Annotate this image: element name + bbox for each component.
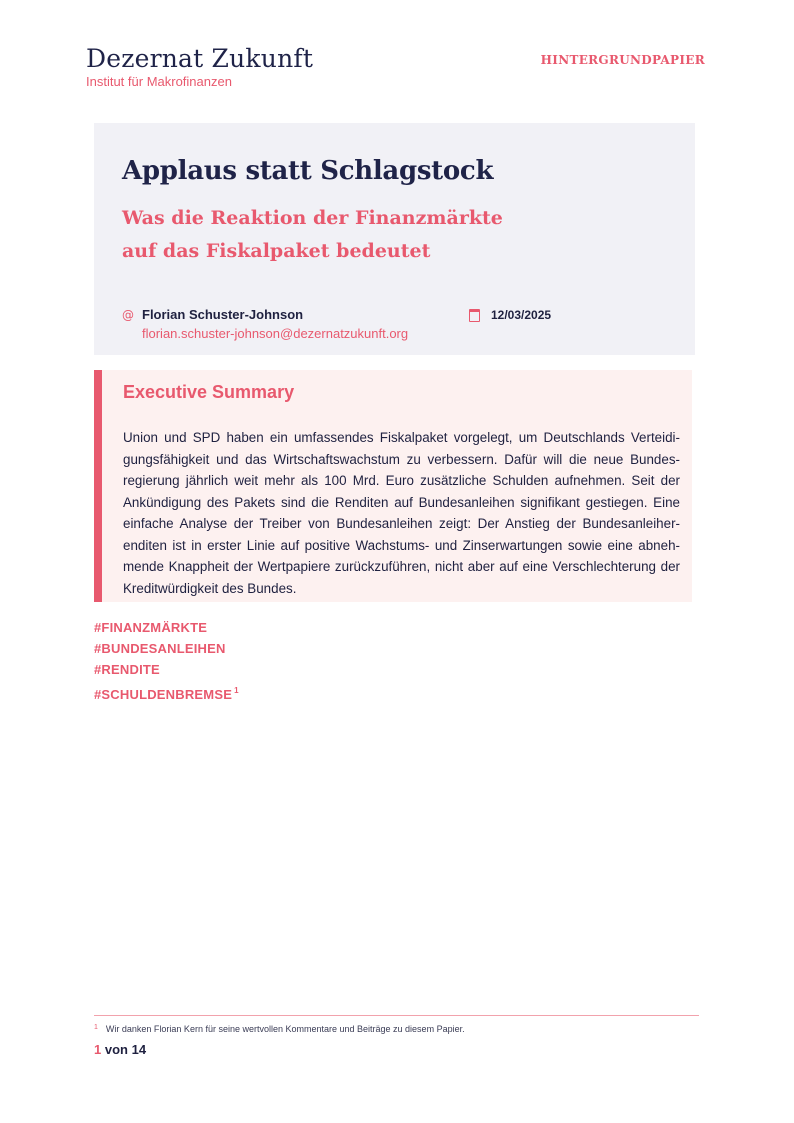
tag-finanzmaerkte[interactable]: #FINANZMÄRKTE: [94, 620, 208, 635]
tag-list: [94, 617, 239, 705]
tag-schuldenbremse[interactable]: #SCHULDENBREMSE: [94, 687, 233, 702]
tag-rendite[interactable]: #RENDITE: [94, 662, 160, 677]
footnote: [94, 1024, 465, 1034]
footnote-reference[interactable]: 1: [234, 686, 239, 695]
calendar-icon: [469, 309, 480, 322]
subtitle-line-1: Was die Reaktion der Finanzmärkte: [122, 207, 503, 229]
footnote-divider: [94, 1015, 699, 1016]
author-name: Florian Schuster-Johnson: [142, 307, 304, 322]
page-subtitle: [122, 202, 503, 268]
page-number: [94, 1042, 146, 1057]
document-type-label: HINTERGRUNDPAPIER: [540, 53, 705, 67]
summary-accent-bar: [94, 370, 102, 602]
summary-heading: Executive Summary: [123, 382, 295, 402]
summary-text: Union und SPD haben ein umfassendes Fiskalpaket vorgelegt, um Deutschlands Verteidigungsfähigkeit und das Wirtschaftswachstum zu verbessern. Dafür will die neue Bundesregierung jährlich weit mehr als 100 Mrd. Euro zusätzliche Schulden aufnehmen. Seit der Ankündigung des Pakets sind die Renditen auf Bundesanleihen signifikant gestiegen. Eine einfache Analyse der Treiber von Bundesanleihen zeigt: Der Anstieg der Bundesanleiherenditen ist in erster Linie auf positive Wachstums- und Zinserwartungen sowie eine abnehmende Knappheit der Wertpapiere zurückzuführen, nicht aber auf eine Verschlechterung der Kreditwürdigkeit des Bundes.: [123, 430, 680, 596]
logo-subtitle: Institut für Makrofinanzen: [86, 74, 232, 89]
logo-name: Dezernat Zukunft: [86, 44, 314, 73]
at-icon: @: [122, 308, 134, 322]
logo: [86, 44, 313, 89]
page-title: Applaus statt Schlagstock: [122, 156, 494, 186]
publication-date: 12/03/2025: [491, 308, 552, 322]
footnote-number: 1: [94, 1024, 98, 1031]
current-page: 1: [94, 1042, 102, 1057]
page-total-label: von 14: [104, 1042, 147, 1057]
title-block: [94, 123, 695, 355]
tag-schuldenbremse-row: [94, 680, 239, 705]
executive-summary-box: [94, 370, 692, 602]
footnote-text: Wir danken Florian Kern für seine wertvollen Kommentare und Beiträge zu diesem Papier.: [105, 1024, 465, 1034]
author-email-link[interactable]: florian.schuster-johnson@dezernatzukunft.org: [142, 326, 409, 341]
subtitle-line-2: auf das Fiskalpaket bedeutet: [122, 240, 431, 262]
tag-bundesanleihen[interactable]: #BUNDESANLEIHEN: [94, 641, 226, 656]
